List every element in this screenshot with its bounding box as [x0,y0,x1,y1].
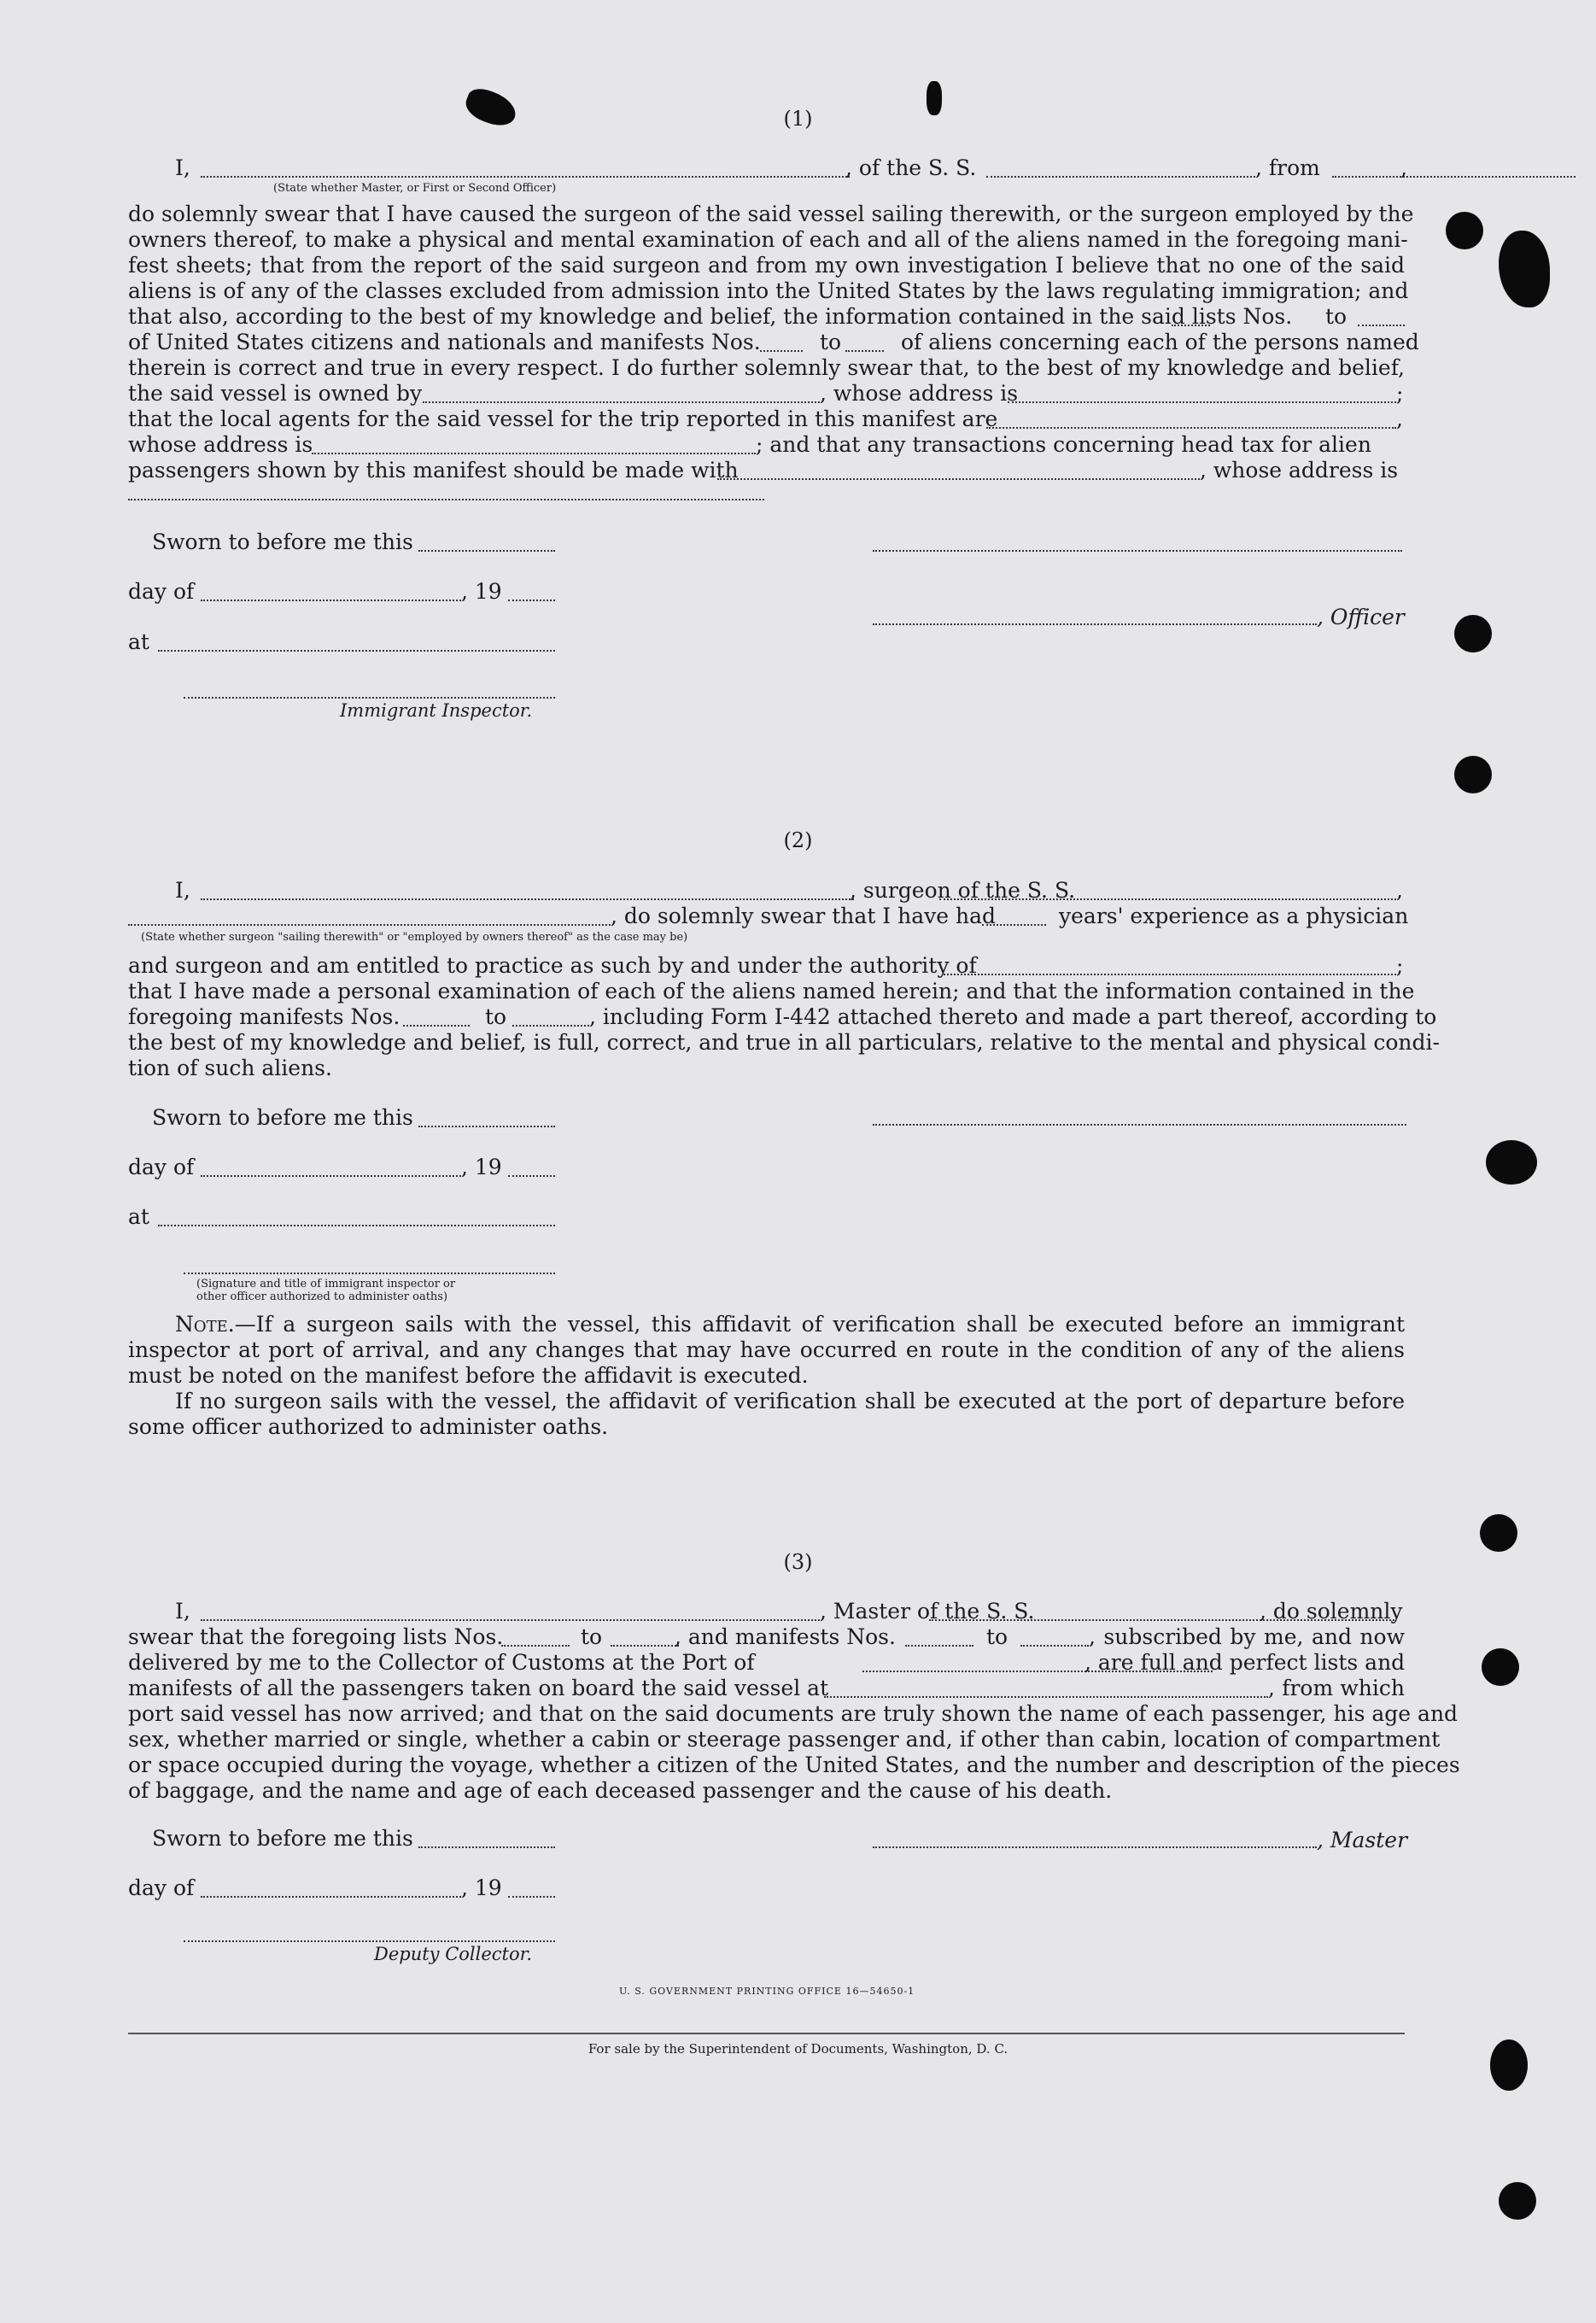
s3-master: , Master [1317,1828,1408,1852]
s1-sworn: Sworn to before me this [152,530,413,554]
s2-signature-line [873,1124,1406,1126]
manifest-back-page: (1) I, , of the S. S. , from , (State whether Master, or First or Second Officer) do solemnly swear that I have caused the surgeon of the said vessel sailing therewith, or the surgeon employed by the owners thereof, to make a physical and mental examination of each and all of the aliens named in the foregoing mani- fest sheets; that from the report of the said surgeon and from my own investigation I believe that no one of the said aliens is of any of the classes excluded from admission into the United States by the laws regulating immigration; and that also, according to the best of my knowledge and belief, the information contained in the said lists Nos. to of United States citizens and nationals and manifests Nos. to of aliens concerning each of the persons named therein is correct and true in every respect. I do further solemnly swear that, to the best of my knowledge and belief, the said vessel is owned by , whose address is ; that the local agents for the said vessel for the trip reported in this manifest are , whose address is ; and that any transactions concerning head tax for alien passengers shown by this manifest should be made with , whose address is Sworn to before me this day of , 19 , Officer at Immigrant Inspector. (2) I, , surgeon of the S. S. , , do solemnly swear that I have had years' experience as a physician (State whether surgeon "sailing therewith" or "employed by owners thereof" as the case may be) and surgeon and am entitled to practice as such by and under the authority of ; that I have made a personal examination of each of the aliens named herein; and that the information contained in the foregoing manifests Nos. to , including Form I-442 attached thereto and made a part thereof, according to the best of my knowledge and belief, is full, correct, and true in all particulars, relative to the mental and physical condi- tion of such aliens. Sworn to before me this day of , 19 at (Signature and title of immigrant inspector or other officer authorized to administer oaths) Note.—If a surgeon sails with the vessel, this affidavit of verification shall be executed before an immigrant inspector at port of arrival, and any changes that may have occurred en route in the condition of any of the aliens must be noted on the manifest before the affidavit is executed. If no surgeon sails with the vessel, the affidavit of verification shall be executed at the port of departure before some officer authorized to administer oaths. (3) I, , Master of the S. S. , do solemnly swear that the foregoing lists Nos. to , and manifests Nos. to , subscribed by me, and now delivered by me to the Collector of Customs at the Port of , are full and perfect lists and manifests of all the passengers taken on board the said vessel at , from which port said vessel has now arrived; and that on the said documents are truly shown the name of each passenger, his age and sex, whether married or single, whether a cabin or steerage passenger and, if other than cabin, location of compartment or space occupied during the voyage, whether a citizen of the United States, and the number and description of the pieces of baggage, and the name and age of each deceased passenger and the cause of his death. Sworn to before me this , Master day of , 19 Deputy Collector. U. S. GOVERNMENT PRINTING OFFICE 16—54650-1 For sale by the Superintendent of Documents, Washington, D. C. [0,0,1596,2323]
s2-sworn: Sworn to before me this [152,1105,413,1130]
s2-note-2: If no surgeon sails with the vessel, the affidavit of verification shall be executed at the port of departure before some officer authorized to administer oaths. [128,1389,1405,1439]
s1-signature-line [873,550,1402,552]
s1-officer-caption: (State whether Master, or First or Second Officer) [273,182,557,195]
punch-hole [1446,212,1483,249]
s2-note: Note.—If a surgeon sails with the vessel, this affidavit of verification shall be executed before an immigrant inspector at port of arrival, and any changes that may have occurred en route in the condition of any of the aliens must be noted on the manifest before the affidavit is executed. [128,1312,1405,1388]
s1-inspector: Immigrant Inspector. [340,700,533,721]
punch-hole [1486,1140,1537,1185]
ink-blot [1499,231,1550,307]
s1-officer: , Officer [1317,605,1405,629]
gpo-imprint: U. S. GOVERNMENT PRINTING OFFICE 16—54650-1 [619,1986,915,1997]
s3-signature-line [873,1846,1317,1848]
punch-hole [1480,1514,1517,1552]
section-2-number: (2) [783,828,813,852]
punch-hole [1454,615,1492,652]
sale-notice: For sale by the Superintendent of Documents, Washington, D. C. [588,2041,1008,2057]
punch-hole [1454,756,1492,793]
section-3-number: (3) [783,1550,813,1574]
punch-hole [1482,1648,1519,1686]
s2-surgeon-caption: (State whether surgeon "sailing therewith" or "employed by owners thereof" as the case may be) [141,931,688,944]
s3-sworn: Sworn to before me this [152,1826,413,1851]
s3-deputy: Deputy Collector. [374,1944,533,1964]
punch-hole [1499,2182,1536,2220]
section-1-number: (1) [783,107,813,131]
